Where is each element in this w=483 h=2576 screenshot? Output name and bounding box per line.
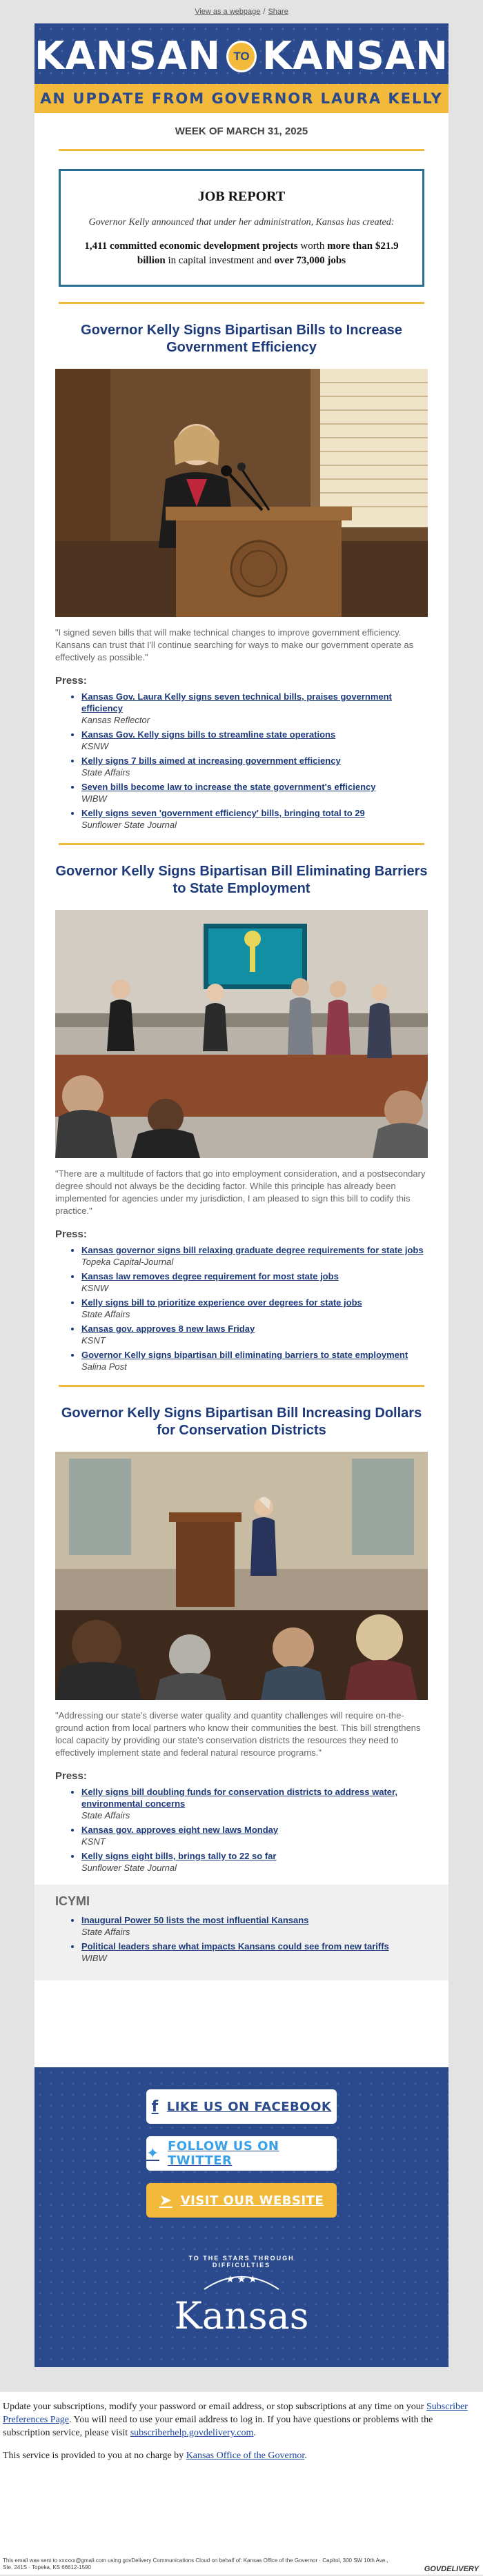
press-item <box>81 1786 428 1821</box>
masthead-word-right: KANSAN <box>262 34 448 79</box>
press-link[interactable]: Kansas gov. approves eight new laws Monday <box>81 1825 279 1835</box>
icymi-title: ICYMI <box>55 1894 90 1908</box>
icymi-source: WIBW <box>81 1953 107 1963</box>
press-link[interactable]: Seven bills become law to increase the state government's efficiency <box>81 782 376 792</box>
press-source: State Affairs <box>81 1309 130 1319</box>
press-item <box>81 691 428 726</box>
press-link[interactable]: Kansas gov. approves 8 new laws Friday <box>81 1324 255 1334</box>
press-item <box>81 807 428 831</box>
stars-icon <box>200 2269 283 2292</box>
bill-signing-photo <box>55 910 428 1158</box>
icymi-list <box>55 1914 428 1964</box>
section-title: Governor Kelly Signs Bipartisan Bills to Increase Government Efficiency <box>81 323 402 355</box>
job-report-box <box>59 169 424 287</box>
website-button-label: VISIT OUR WEBSITE <box>180 2193 324 2208</box>
capital-text: in capital investment and <box>165 255 275 266</box>
projects-count: 1,411 committed economic development projects <box>84 241 298 252</box>
seal-motto: TO THE STARS THROUGH DIFFICULTIES <box>188 2255 295 2269</box>
top-links-bar <box>0 0 483 23</box>
icymi-item <box>81 1940 428 1964</box>
press-item <box>81 1824 428 1847</box>
press-source: KSNW <box>81 1283 108 1293</box>
subscription-text <box>3 2400 480 2440</box>
cursor-icon: ➤ <box>159 2191 172 2209</box>
section-state-employment <box>55 845 428 1372</box>
subscriber-preferences-link[interactable]: Subscriber Preferences Page <box>3 2402 468 2425</box>
icymi-item <box>81 1914 428 1938</box>
govdelivery-logo: GOVDELIVERY <box>424 2565 479 2573</box>
gold-divider <box>59 149 424 151</box>
press-list <box>55 691 428 831</box>
footer-text: Update your subscriptions, modify your password or email address, or stop subscriptions at any time on your <box>3 2402 426 2412</box>
press-label: Press: <box>55 675 87 687</box>
press-label: Press: <box>55 1770 87 1782</box>
press-item <box>81 1244 428 1268</box>
press-list <box>55 1244 428 1372</box>
press-source: KSNT <box>81 1335 106 1346</box>
svg-text:★ ★ ★: ★ ★ ★ <box>226 2273 257 2284</box>
capital-amount: more than $21.9 billion <box>137 241 399 266</box>
press-source: Sunflower State Journal <box>81 1863 177 1873</box>
job-report-stat <box>75 239 408 268</box>
press-item <box>81 729 428 752</box>
press-item <box>81 755 428 778</box>
section-quote: "There are a multitude of factors that go into employment consideration, and a postsecondary degree should not always be the deciding factor. While this principle has already been implemented for agencies under my jurisdiction, I am pleased to sign this bill to codify this practice." <box>55 1168 426 1216</box>
press-item <box>81 1270 428 1294</box>
press-link[interactable]: Kelly signs eight bills, brings tally to 22 so far <box>81 1851 277 1861</box>
section-quote: "I signed seven bills that will make technical changes to improve government efficiency. Kansans can trust that I'll continue searching for ways to make our government operate as effectively as possible." <box>55 627 414 662</box>
website-button[interactable] <box>146 2183 337 2218</box>
twitter-button[interactable] <box>146 2136 337 2171</box>
worth-text: worth <box>297 241 328 252</box>
press-link[interactable]: Kelly signs seven 'government efficiency' bills, bringing total to 29 <box>81 808 365 818</box>
footer-text: . You will need to use your email address to log in. If you have questions or problems with the subscription service, please visit <box>3 2415 433 2438</box>
icymi-section <box>34 1885 448 1980</box>
press-source: State Affairs <box>81 1810 130 1821</box>
view-as-webpage-link[interactable]: View as a webpage <box>195 8 261 16</box>
press-source: Topeka Capital-Journal <box>81 1257 174 1267</box>
email-body <box>34 23 448 2367</box>
facebook-icon: f <box>151 2098 159 2116</box>
service-provider-text <box>3 2449 480 2462</box>
press-link[interactable]: Kelly signs bill to prioritize experience over degrees for state jobs <box>81 1297 362 1308</box>
subscriber-help-link[interactable]: subscriberhelp.govdelivery.com <box>130 2428 254 2438</box>
facebook-button-label: LIKE US ON FACEBOOK <box>166 2099 332 2114</box>
twitter-bird-icon: ✦ <box>146 2144 159 2162</box>
press-source: Sunflower State Journal <box>81 820 177 830</box>
footer-text: . <box>304 2451 307 2461</box>
section-quote: "Addressing our state's diverse water quality and quantity challenges will require on-the-ground action from local partners who know their communities the best. This bill strengthens local capacity by providing our state's conservation districts the resources they need to effectively implement state and federal natural resource programs." <box>55 1710 421 1758</box>
week-of-label: WEEK OF MARCH 31, 2025 <box>175 125 308 137</box>
press-item <box>81 1297 428 1320</box>
section-government-efficiency <box>55 304 428 831</box>
press-link[interactable]: Kelly signs bill doubling funds for conservation districts to address water, environmental concerns <box>81 1787 397 1809</box>
link-separator: / <box>263 8 266 16</box>
section-conservation-districts <box>55 1387 428 1874</box>
twitter-button-label: FOLLOW US ON TWITTER <box>167 2139 279 2168</box>
press-link[interactable]: Kansas law removes degree requirement for most state jobs <box>81 1271 339 1281</box>
press-source: State Affairs <box>81 767 130 778</box>
section-title: Governor Kelly Signs Bipartisan Bill Eliminating Barriers to State Employment <box>55 864 428 896</box>
press-source: Kansas Reflector <box>81 715 150 725</box>
kansas-seal <box>172 2255 310 2358</box>
footer-text: This service is provided to you at no charge by <box>3 2451 186 2461</box>
press-link[interactable]: Kansas Gov. Kelly signs bills to streamline state operations <box>81 729 336 740</box>
press-item <box>81 1850 428 1874</box>
press-link[interactable]: Governor Kelly signs bipartisan bill eliminating barriers to state employment <box>81 1350 408 1360</box>
jobs-count: over 73,000 jobs <box>274 255 346 266</box>
press-item <box>81 1323 428 1346</box>
bill-signing-photo <box>55 369 428 617</box>
press-source: KSNW <box>81 741 108 751</box>
press-source: WIBW <box>81 793 107 804</box>
press-source: Salina Post <box>81 1361 127 1372</box>
facebook-button[interactable] <box>146 2089 337 2124</box>
press-label: Press: <box>55 1228 87 1240</box>
press-source: KSNT <box>81 1836 106 1847</box>
icymi-link[interactable]: Inaugural Power 50 lists the most influential Kansans <box>81 1915 309 1925</box>
press-item <box>81 781 428 804</box>
job-report-title: JOB REPORT <box>197 189 286 204</box>
seal-wordmark: Kansas <box>174 2294 309 2337</box>
masthead-to-badge: TO <box>226 41 257 72</box>
governor-office-link[interactable]: Kansas Office of the Governor <box>186 2451 305 2461</box>
masthead-word-left: KANSAN <box>34 34 221 79</box>
social-footer-band <box>34 2067 448 2367</box>
share-link[interactable]: Share <box>268 8 288 16</box>
job-report-lead: Governor Kelly announced that under her administration, Kansas has created: <box>88 217 395 227</box>
press-list <box>55 1786 428 1874</box>
icymi-source: State Affairs <box>81 1927 130 1937</box>
section-title: Governor Kelly Signs Bipartisan Bill Increasing Dollars for Conservation Districts <box>61 1406 422 1438</box>
masthead-title <box>34 36 448 77</box>
press-link[interactable]: Kansas governor signs bill relaxing graduate degree requirements for state jobs <box>81 1245 424 1255</box>
press-link[interactable]: Kelly signs 7 bills aimed at increasing government efficiency <box>81 755 341 766</box>
fine-print: This email was sent to xxxxxx@gmail.com using govDelivery Communications Cloud on behalf of: Kansas Office of the Governor · Capitol, 300 SW 10th Ave., Ste. 241S · Topeka, KS 66612-1590 <box>3 2557 388 2570</box>
icymi-link[interactable]: Political leaders share what impacts Kansans could see from new tariffs <box>81 1941 389 1951</box>
press-item <box>81 1349 428 1372</box>
subscription-footer <box>0 2392 483 2575</box>
footer-text: . <box>253 2428 256 2438</box>
masthead-banner <box>34 23 448 113</box>
press-link[interactable]: Kansas Gov. Laura Kelly signs seven technical bills, praises government efficiency <box>81 691 392 713</box>
masthead-tagline: AN UPDATE FROM GOVERNOR LAURA KELLY <box>34 84 448 113</box>
bill-signing-photo <box>55 1452 428 1700</box>
